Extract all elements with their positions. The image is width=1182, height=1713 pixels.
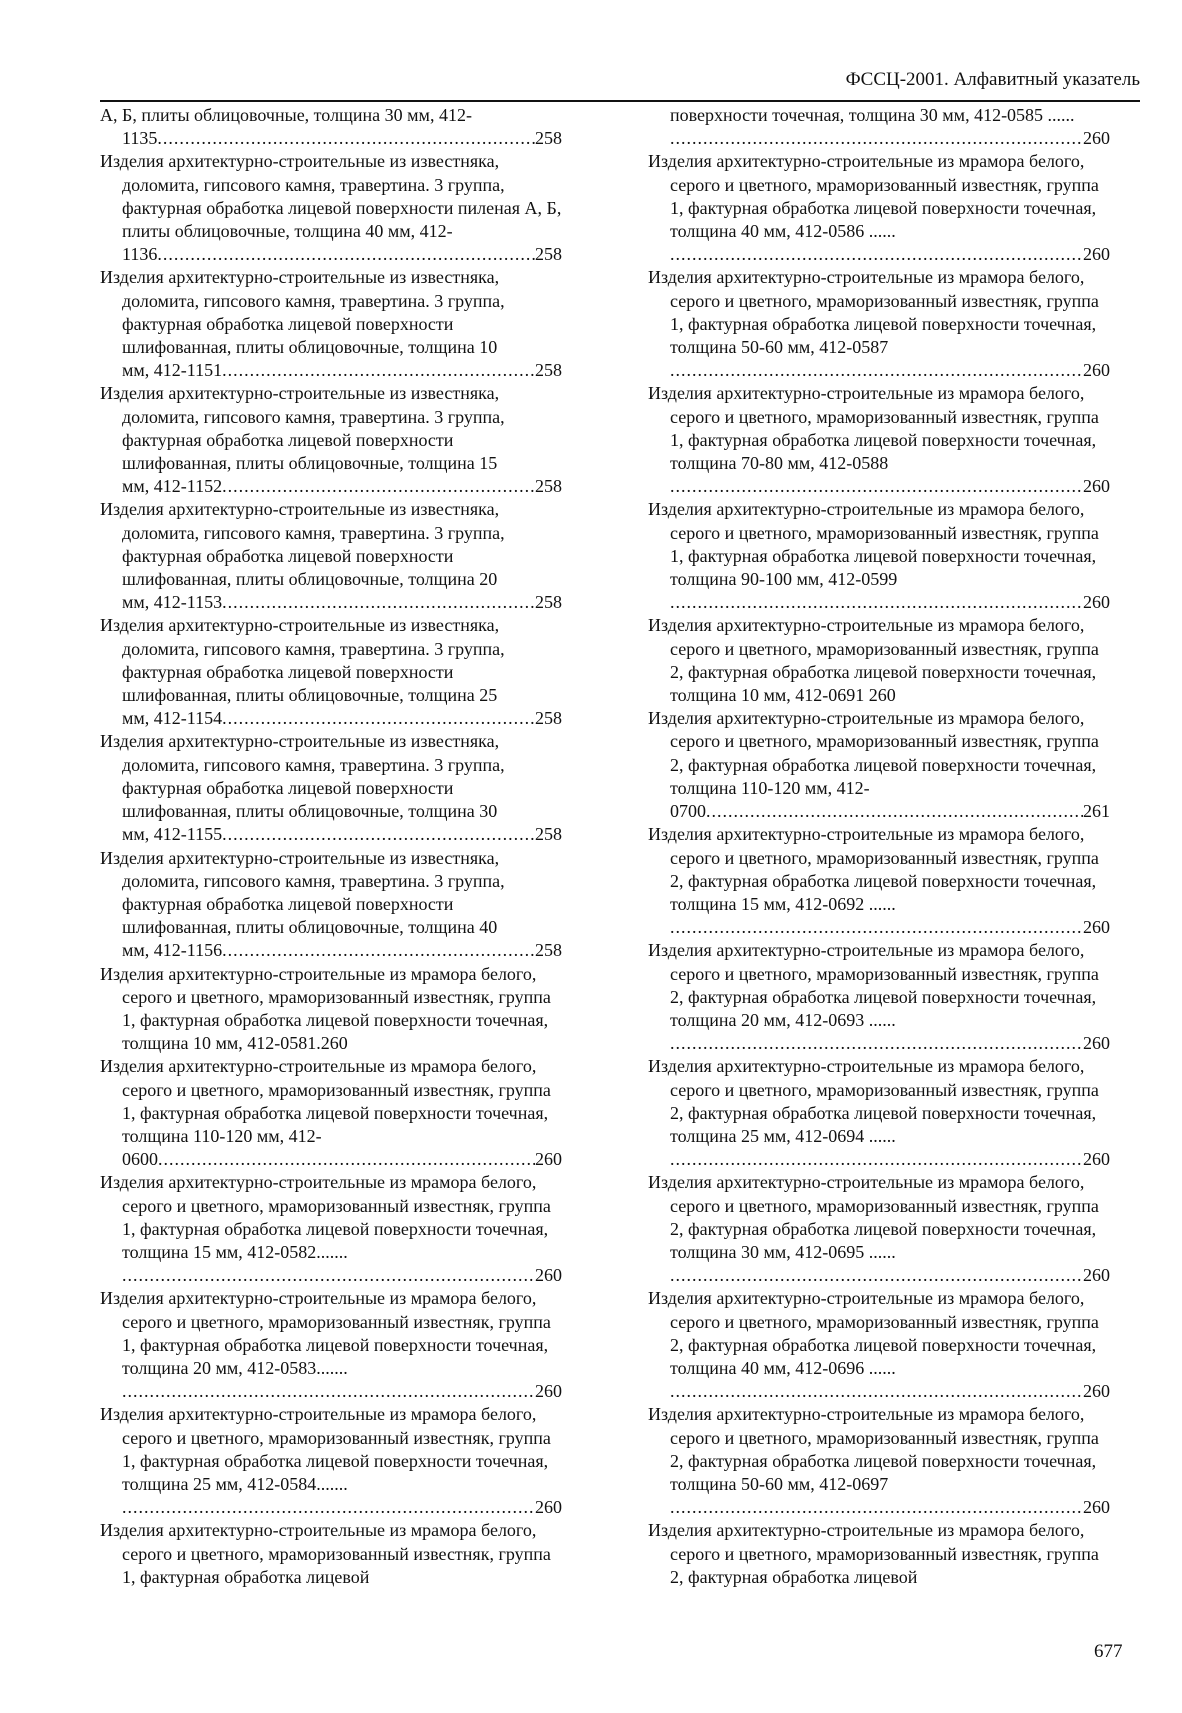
page-reference: 260 [1083,244,1110,265]
dot-leader [157,127,535,150]
entry-text: Изделия архитектурно-строительные из мрамора белого, серого и цветного, мраморизованный известняк, группа 2, фактурная обработка лицевой поверхности точечная, толщина 10 мм, 412-0691 260 [648,615,1099,706]
entry-text: Изделия архитектурно-строительные из мрамора белого, серого и цветного, мраморизованный известняк, группа 2, фактурная обработка лицевой поверхности точечная, толщина 50-60 мм, 412-0697 [648,1404,1099,1494]
entry-leader-line [648,243,1110,266]
dot-leader [670,1032,1083,1055]
dot-leader [670,475,1083,498]
dot-leader [222,359,535,382]
page-reference: 258 [535,128,562,149]
entry-text: Изделия архитектурно-строительные из мрамора белого, серого и цветного, мраморизованный известняк, группа 1, фактурная обработка лицевой [100,1520,551,1587]
dot-leader [222,939,535,962]
page-reference: 260 [1083,917,1110,938]
dot-leader [222,475,535,498]
dot-leader [670,1380,1083,1403]
page-reference: 260 [1083,592,1110,613]
page-reference: 258 [535,244,562,265]
page-reference: 258 [535,476,562,497]
entry-leader-line [648,127,1110,150]
entry-text: Изделия архитектурно-строительные из известняка, доломита, гипсового камня, травертина. 3 группа, фактурная обработка лицевой поверхности шлифованная, плиты облицовочные, толщина 20 [100,499,505,590]
entry-text: Изделия архитектурно-строительные из мрамора белого, серого и цветного, мраморизованный известняк, группа 1, фактурная обработка лицевой поверхности точечная, толщина 40 мм, 412-0586 ...... [648,151,1099,242]
entry-text: Изделия архитектурно-строительные из мрамора белого, серого и цветного, мраморизованный известняк, группа 1, фактурная обработка лицевой поверхности точечная, толщина 110-120 мм, 412- [100,1056,551,1146]
entry-leader-line [648,1380,1110,1403]
entry-text: Изделия архитектурно-строительные из мрамора белого, серого и цветного, мраморизованный известняк, группа 1, фактурная обработка лицевой поверхности точечная, толщина 90-100 мм, 412-0599 [648,499,1099,590]
dot-leader [706,800,1083,823]
index-entry [648,150,1110,266]
index-entry [100,1403,562,1519]
entry-leader-line [100,823,562,846]
entry-leader-line [648,1496,1110,1519]
entry-text: Изделия архитектурно-строительные из известняка, доломита, гипсового камня, травертина. 3 группа, фактурная обработка лицевой поверхности пиленая А, Б, плиты облицовочные, толщина 40 мм, 412- [100,151,562,242]
index-entry [648,1055,1110,1171]
entry-leader-line [648,1032,1110,1055]
index-entry [648,266,1110,382]
index-entry [100,963,562,1056]
entry-last-line: мм, 412-1152 [122,476,223,497]
index-column-left [100,104,562,1589]
entry-leader-line [648,475,1110,498]
page-reference: 258 [535,708,562,729]
entry-leader-line [100,1264,562,1287]
index-entry [100,382,562,498]
entry-leader-line [100,359,562,382]
dot-leader [670,359,1083,382]
entry-leader-line [648,359,1110,382]
entry-leader-line [648,1264,1110,1287]
dot-leader [670,127,1083,150]
entry-text: Изделия архитектурно-строительные из мрамора белого, серого и цветного, мраморизованный известняк, группа 2, фактурная обработка лицевой поверхности точечная, толщина 25 мм, 412-0694 ...... [648,1056,1099,1146]
page-reference: 260 [535,1381,562,1402]
index-entry [100,1287,562,1403]
dot-leader [670,1148,1083,1171]
index-entry [648,1171,1110,1287]
index-entry [100,614,562,730]
entry-text: Изделия архитектурно-строительные из мрамора белого, серого и цветного, мраморизованный известняк, группа 1, фактурная обработка лицевой поверхности точечная, толщина 15 мм, 412-0582....... [100,1172,551,1262]
entry-text: Изделия архитектурно-строительные из мрамора белого, серого и цветного, мраморизованный известняк, группа 2, фактурная обработка лицевой [648,1520,1099,1587]
entry-text: Изделия архитектурно-строительные из известняка, доломита, гипсового камня, травертина. 3 группа, фактурная обработка лицевой поверхности шлифованная, плиты облицовочные, толщина 10 [100,267,505,358]
page-reference: 258 [535,592,562,613]
index-entry [648,1403,1110,1519]
page-header [100,68,1140,102]
entry-last-line: 1136 [122,244,158,265]
page-reference: 260 [1083,1497,1110,1518]
page-reference: 260 [1083,1265,1110,1286]
index-entry [648,382,1110,498]
dot-leader [670,243,1083,266]
dot-leader [122,1380,535,1403]
index-column-right [648,104,1110,1589]
entry-text: Изделия архитектурно-строительные из мрамора белого, серого и цветного, мраморизованный известняк, группа 2, фактурная обработка лицевой поверхности точечная, толщина 15 мм, 412-0692 ...... [648,824,1099,914]
index-entry [100,104,562,150]
dot-leader [670,1496,1083,1519]
page-reference: 260 [1083,1381,1110,1402]
index-entry [648,707,1110,823]
entry-text: Изделия архитектурно-строительные из мрамора белого, серого и цветного, мраморизованный известняк, группа 2, фактурная обработка лицевой поверхности точечная, толщина 30 мм, 412-0695 ...... [648,1172,1099,1262]
entry-text: Изделия архитектурно-строительные из известняка, доломита, гипсового камня, травертина. 3 группа, фактурная обработка лицевой поверхности шлифованная, плиты облицовочные, толщина 15 [100,383,505,474]
entry-leader-line [100,707,562,730]
dot-leader [670,1264,1083,1287]
index-entry [648,1519,1110,1589]
index-entry [648,614,1110,707]
entry-leader-line [100,1148,562,1171]
entry-last-line: мм, 412-1151 [122,360,223,381]
index-entry [100,847,562,963]
entry-last-line: 0700 [670,801,706,822]
entry-text: Изделия архитектурно-строительные из мрамора белого, серого и цветного, мраморизованный известняк, группа 1, фактурная обработка лицевой поверхности точечная, толщина 25 мм, 412-0584....... [100,1404,551,1494]
index-entry [100,266,562,382]
index-entry [100,1519,562,1589]
dot-leader [158,1148,535,1171]
entry-text: Изделия архитектурно-строительные из мрамора белого, серого и цветного, мраморизованный известняк, группа 1, фактурная обработка лицевой поверхности точечная, толщина 20 мм, 412-0583....... [100,1288,551,1378]
page-reference: 261 [1083,801,1110,822]
entry-leader-line [648,916,1110,939]
page-reference: 260 [1083,1033,1110,1054]
page-reference: 260 [1083,476,1110,497]
index-entry [648,1287,1110,1403]
entry-last-line: 0600 [122,1149,158,1170]
index-entry [648,939,1110,1055]
index-entry [100,150,562,266]
page-reference: 260 [535,1265,562,1286]
page-reference: 258 [535,940,562,961]
page-reference: 260 [1083,1149,1110,1170]
dot-leader [157,243,535,266]
page-reference: 260 [535,1497,562,1518]
entry-leader-line [100,243,562,266]
index-entry [100,498,562,614]
index-entry [648,104,1110,150]
index-entry [648,498,1110,614]
dot-leader [222,707,535,730]
dot-leader [122,1496,535,1519]
entry-last-line: мм, 412-1153 [122,592,223,613]
entry-leader-line [100,591,562,614]
page-number: 677 [1094,1641,1123,1662]
entry-text: Изделия архитектурно-строительные из известняка, доломита, гипсового камня, травертина. 3 группа, фактурная обработка лицевой поверхности шлифованная, плиты облицовочные, толщина 30 [100,731,505,822]
page-reference: 260 [1083,360,1110,381]
entry-text: Изделия архитектурно-строительные из мрамора белого, серого и цветного, мраморизованный известняк, группа 2, фактурная обработка лицевой поверхности точечная, толщина 110-120 мм, 412- [648,708,1099,798]
entry-leader-line [100,1380,562,1403]
page-reference: 260 [535,1149,562,1170]
entry-text: Изделия архитектурно-строительные из мрамора белого, серого и цветного, мраморизованный известняк, группа 2, фактурная обработка лицевой поверхности точечная, толщина 40 мм, 412-0696 ...... [648,1288,1099,1378]
index-entry [100,1055,562,1171]
entry-leader-line [100,127,562,150]
dot-leader [670,916,1083,939]
entry-last-line: мм, 412-1155 [122,824,223,845]
dot-leader [122,1264,535,1287]
page-reference: 258 [535,360,562,381]
entry-last-line: мм, 412-1154 [122,708,223,729]
entry-leader-line [100,939,562,962]
entry-text: Изделия архитектурно-строительные из известняка, доломита, гипсового камня, травертина. 3 группа, фактурная обработка лицевой поверхности шлифованная, плиты облицовочные, толщина 25 [100,615,505,706]
page-reference: 260 [1083,128,1110,149]
entry-text: Изделия архитектурно-строительные из мрамора белого, серого и цветного, мраморизованный известняк, группа 1, фактурная обработка лицевой поверхности точечная, толщина 50-60 мм, 412-0587 [648,267,1099,358]
dot-leader [670,591,1083,614]
entry-text: Изделия архитектурно-строительные из известняка, доломита, гипсового камня, травертина. 3 группа, фактурная обработка лицевой поверхности шлифованная, плиты облицовочные, толщина 40 [100,847,505,938]
entry-leader-line [100,475,562,498]
entry-last-line: мм, 412-1156 [122,940,223,961]
index-entry [100,1171,562,1287]
entry-text: Изделия архитектурно-строительные из мрамора белого, серого и цветного, мраморизованный известняк, группа 1, фактурная обработка лицевой поверхности точечная, толщина 10 мм, 412-0581.260 [100,963,551,1054]
entry-text: поверхности точечная, толщина 30 мм, 412-0585 ...... [670,105,1075,125]
index-entry [648,823,1110,939]
page-reference: 258 [535,824,562,845]
entry-last-line: 1135 [122,128,158,149]
entry-text: А, Б, плиты облицовочные, толщина 30 мм, 412- [100,105,472,125]
entry-text: Изделия архитектурно-строительные из мрамора белого, серого и цветного, мраморизованный известняк, группа 1, фактурная обработка лицевой поверхности точечная, толщина 70-80 мм, 412-0588 [648,383,1099,474]
index-entry [100,730,562,846]
entry-text: Изделия архитектурно-строительные из мрамора белого, серого и цветного, мраморизованный известняк, группа 2, фактурная обработка лицевой поверхности точечная, толщина 20 мм, 412-0693 ...... [648,940,1099,1030]
entry-leader-line [648,800,1110,823]
dot-leader [222,823,535,846]
entry-leader-line [648,1148,1110,1171]
entry-leader-line [648,591,1110,614]
dot-leader [222,591,535,614]
header-title: ФССЦ-2001. Алфавитный указатель [845,69,1140,90]
entry-leader-line [100,1496,562,1519]
